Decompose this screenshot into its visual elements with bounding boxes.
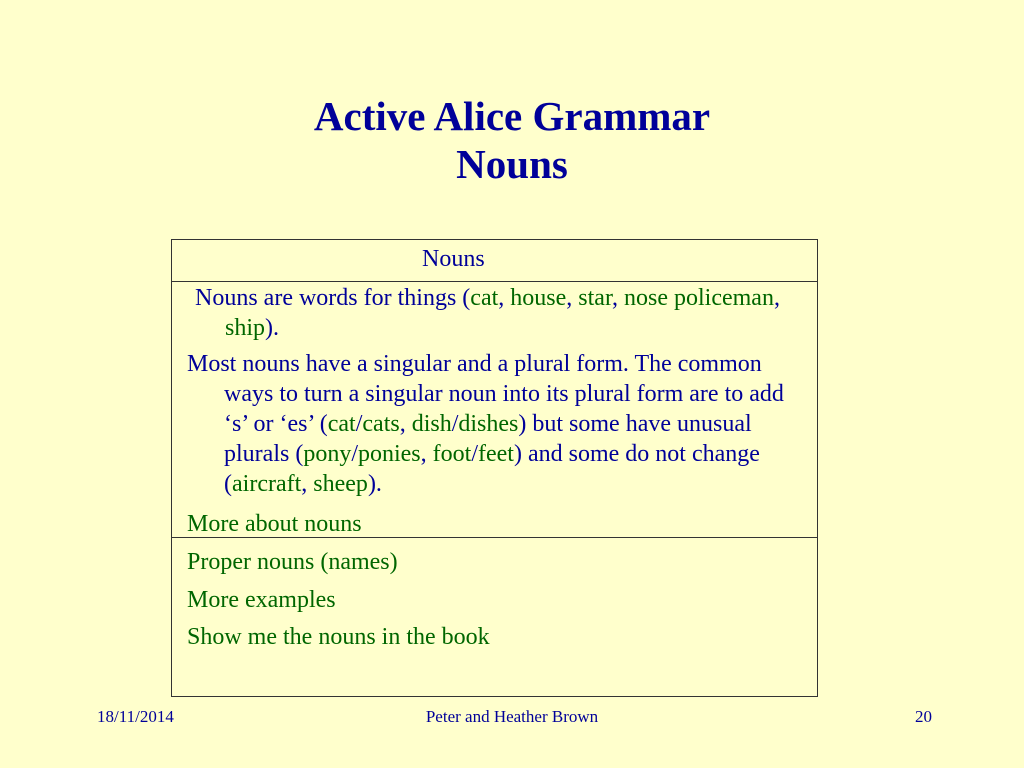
table-links	[172, 538, 817, 696]
separator: ,	[611, 285, 624, 311]
definition-text: Nouns are words for things (	[195, 285, 471, 311]
example-word: policeman	[673, 285, 774, 311]
separator: ,	[498, 285, 511, 311]
separator: ,	[399, 411, 412, 437]
footer-date: 18/11/2014	[97, 707, 174, 726]
separator: /	[351, 441, 358, 467]
footer-author: Peter and Heather Brown	[425, 707, 599, 726]
example-word: cat	[327, 411, 356, 437]
example-word: cats	[362, 411, 400, 437]
example-word: dishes	[458, 411, 519, 437]
table-header-label: Nouns	[422, 246, 485, 272]
proper-nouns-link[interactable]: Proper nouns (names)	[187, 549, 398, 575]
plural-paragraph	[187, 349, 812, 499]
show-nouns-link[interactable]: Show me the nouns in the book	[187, 624, 490, 650]
slide-title	[0, 92, 1024, 188]
separator: ,	[566, 285, 579, 311]
more-examples-link[interactable]: More examples	[187, 587, 336, 613]
separator: /	[471, 441, 478, 467]
example-word: nose	[623, 285, 668, 311]
table-body	[172, 282, 817, 538]
separator: ,	[301, 471, 314, 497]
example-word: pony	[303, 441, 352, 467]
separator: ,	[773, 285, 780, 311]
example-word: foot	[432, 441, 472, 467]
example-word: house	[510, 285, 567, 311]
definition-text: ).	[265, 315, 280, 341]
table-header	[172, 240, 817, 282]
plural-text: ) and some do not change (	[224, 441, 760, 497]
example-word: sheep	[313, 471, 368, 497]
plural-text: ) but some have unusual plurals (	[224, 411, 752, 467]
example-word: cat	[470, 285, 499, 311]
slide-title-line2: Nouns	[456, 141, 568, 187]
definition-paragraph	[187, 283, 812, 343]
example-word: aircraft	[232, 471, 302, 497]
example-word: dish	[411, 411, 452, 437]
example-word: ponies	[357, 441, 421, 467]
plural-text: Most nouns have a singular and a plural form. The common ways to turn a singular noun into its plural form are to add ‘s’ or ‘es’ (	[187, 351, 784, 437]
example-word: ship	[225, 315, 266, 341]
example-word: star	[578, 285, 612, 311]
slide-number: 20	[915, 707, 932, 726]
separator: ,	[420, 441, 433, 467]
separator: /	[355, 411, 363, 437]
more-about-nouns-link[interactable]: More about nouns	[187, 511, 362, 537]
slide-title-line1: Active Alice Grammar	[313, 93, 711, 139]
nouns-table	[171, 239, 818, 697]
example-word: feet	[478, 441, 514, 467]
separator: /	[451, 411, 459, 437]
plural-text: ).	[367, 471, 382, 497]
